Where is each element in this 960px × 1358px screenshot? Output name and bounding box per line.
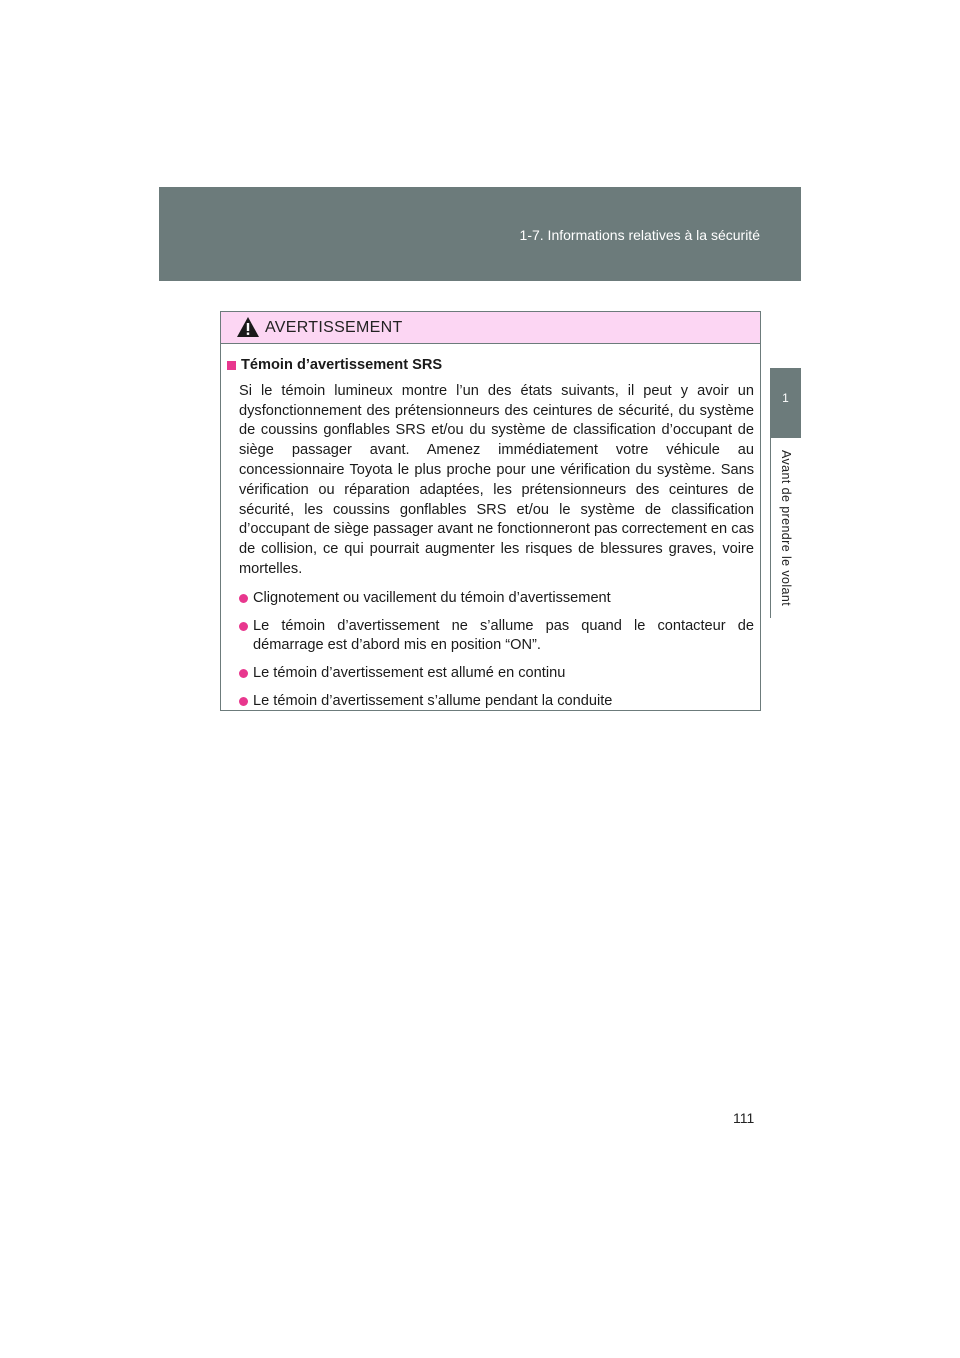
list-item-text: Le témoin d’avertissement s’allume pendant la conduite bbox=[253, 692, 613, 709]
page-number: 111 bbox=[733, 1110, 755, 1126]
chapter-tab bbox=[770, 368, 801, 438]
section-heading-text: Témoin d’avertissement SRS bbox=[241, 357, 443, 373]
list-item bbox=[239, 664, 754, 684]
warning-header bbox=[221, 312, 760, 344]
bullet-dot-icon bbox=[239, 669, 248, 678]
list-item bbox=[239, 589, 754, 609]
chapter-tab-label-text: Avant de prendre le volant bbox=[779, 450, 793, 607]
warning-triangle-icon bbox=[236, 316, 260, 338]
bullet-dot-icon bbox=[239, 622, 248, 631]
bullet-dot-icon bbox=[239, 697, 248, 706]
list-item bbox=[239, 617, 754, 657]
chapter-tab-number: 1 bbox=[782, 391, 789, 405]
chapter-section-title: 1-7. Informations relatives à la sécurité bbox=[519, 227, 760, 243]
warning-title: AVERTISSEMENT bbox=[265, 319, 403, 336]
warning-body bbox=[221, 344, 760, 712]
bullet-dot-icon bbox=[239, 594, 248, 603]
list-item bbox=[239, 692, 754, 712]
warning-paragraph: Si le témoin lumineux montre l’un des états suivants, il peut y avoir un dysfonctionnement des prétensionneurs des ceintures de sécurité, du système de coussins gonflables SRS et/ou du système de classification d’occupant de siège passager avant. Amenez immédiatement votre véhicule au concessionnaire Toyota le plus proche pour une vérification du système. Sans vérification ou réparation adaptées, les prétensionneurs des ceintures de sécurité, les coussins gonflables SRS et/ou le système de classification d’occupant de siège passager avant ne fonctionneront pas correctement en cas de collision, ce qui pourrait augmenter les risques de blessures graves, voire mortelles. bbox=[239, 382, 754, 577]
list-item-text: Clignotement ou vacillement du témoin d’avertissement bbox=[253, 589, 611, 606]
list-item-text: Le témoin d’avertissement est allumé en continu bbox=[253, 665, 566, 682]
list-item-text: Le témoin d’avertissement ne s’allume pas quand le contacteur de démarrage est d’abord mis en position “ON”. bbox=[253, 617, 754, 654]
chapter-tab-divider bbox=[770, 438, 771, 618]
chapter-header-bar bbox=[159, 187, 801, 281]
warning-box bbox=[220, 311, 761, 711]
section-heading bbox=[227, 356, 754, 376]
square-bullet-icon bbox=[227, 361, 236, 370]
